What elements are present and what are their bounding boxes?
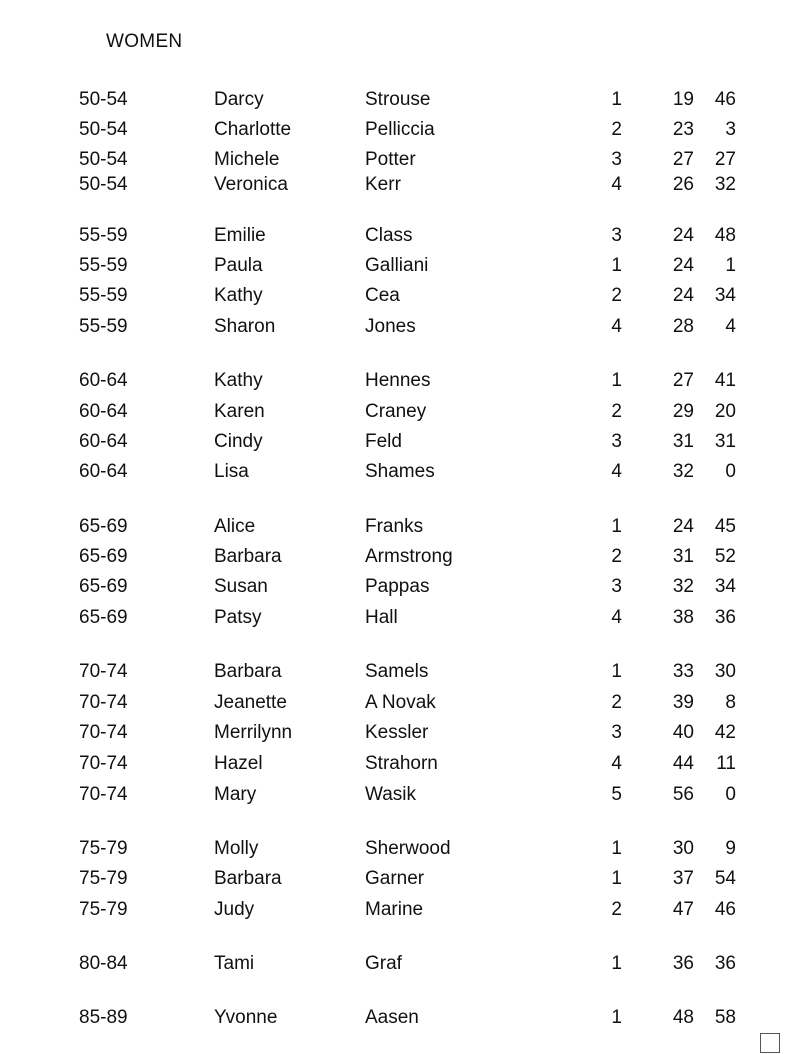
seconds-cell: 52 xyxy=(714,546,736,567)
seconds-cell: 0 xyxy=(725,784,736,805)
seconds-cell: 32 xyxy=(714,174,736,195)
result-row xyxy=(0,866,800,892)
place-cell: 2 xyxy=(611,401,622,422)
first-name-cell: Michele xyxy=(214,149,280,170)
place-cell: 3 xyxy=(611,722,622,743)
first-name-cell: Veronica xyxy=(214,174,288,195)
place-cell: 2 xyxy=(611,692,622,713)
minutes-cell: 40 xyxy=(672,722,694,743)
first-name-cell: Alice xyxy=(214,516,256,537)
seconds-cell: 45 xyxy=(714,516,736,537)
last-name-cell: Pelliccia xyxy=(365,119,435,140)
age-group-cell: 60-64 xyxy=(79,370,128,391)
first-name-cell: Yvonne xyxy=(214,1007,278,1028)
place-cell: 3 xyxy=(611,149,622,170)
seconds-cell: 36 xyxy=(714,953,736,974)
result-row xyxy=(0,314,800,340)
result-row xyxy=(0,605,800,631)
first-name-cell: Tami xyxy=(214,953,255,974)
seconds-cell: 48 xyxy=(714,225,736,246)
age-group-cell: 65-69 xyxy=(79,546,128,567)
first-name-cell: Jeanette xyxy=(214,692,287,713)
last-name-cell: Hennes xyxy=(365,370,431,391)
result-row xyxy=(0,897,800,923)
age-group-cell: 70-74 xyxy=(79,722,128,743)
seconds-cell: 34 xyxy=(714,576,736,597)
place-cell: 4 xyxy=(611,461,622,482)
place-cell: 1 xyxy=(611,370,622,391)
first-name-cell: Barbara xyxy=(214,661,282,682)
last-name-cell: Samels xyxy=(365,661,429,682)
minutes-cell: 32 xyxy=(672,576,694,597)
result-row xyxy=(0,147,800,173)
first-name-cell: Paula xyxy=(214,255,263,276)
result-row xyxy=(0,87,800,113)
first-name-cell: Susan xyxy=(214,576,268,597)
minutes-cell: 24 xyxy=(672,285,694,306)
age-group-cell: 75-79 xyxy=(79,838,128,859)
place-cell: 1 xyxy=(611,838,622,859)
minutes-cell: 31 xyxy=(672,431,694,452)
last-name-cell: Feld xyxy=(365,431,402,452)
place-cell: 4 xyxy=(611,316,622,337)
seconds-cell: 31 xyxy=(714,431,736,452)
place-cell: 1 xyxy=(611,516,622,537)
age-group-cell: 55-59 xyxy=(79,316,128,337)
result-row xyxy=(0,429,800,455)
first-name-cell: Barbara xyxy=(214,546,282,567)
seconds-cell: 36 xyxy=(714,607,736,628)
minutes-cell: 19 xyxy=(672,89,694,110)
seconds-cell: 58 xyxy=(714,1007,736,1028)
age-group-cell: 50-54 xyxy=(79,89,128,110)
age-group-cell: 65-69 xyxy=(79,516,128,537)
last-name-cell: Pappas xyxy=(365,576,430,597)
last-name-cell: Hall xyxy=(365,607,398,628)
result-row xyxy=(0,514,800,540)
seconds-cell: 46 xyxy=(714,899,736,920)
last-name-cell: Aasen xyxy=(365,1007,419,1028)
place-cell: 4 xyxy=(611,174,622,195)
last-name-cell: Kessler xyxy=(365,722,429,743)
age-group-cell: 80-84 xyxy=(79,953,128,974)
age-group-cell: 55-59 xyxy=(79,285,128,306)
age-group-cell: 70-74 xyxy=(79,661,128,682)
age-group-cell: 60-64 xyxy=(79,401,128,422)
last-name-cell: A Novak xyxy=(365,692,436,713)
first-name-cell: Darcy xyxy=(214,89,264,110)
result-row xyxy=(0,459,800,485)
result-row xyxy=(0,690,800,716)
minutes-cell: 27 xyxy=(672,370,694,391)
last-name-cell: Galliani xyxy=(365,255,429,276)
first-name-cell: Kathy xyxy=(214,285,263,306)
seconds-cell: 46 xyxy=(714,89,736,110)
seconds-cell: 1 xyxy=(725,255,736,276)
place-cell: 2 xyxy=(611,899,622,920)
last-name-cell: Graf xyxy=(365,953,402,974)
minutes-cell: 39 xyxy=(672,692,694,713)
first-name-cell: Karen xyxy=(214,401,265,422)
result-row xyxy=(0,117,800,143)
result-row xyxy=(0,253,800,279)
place-cell: 2 xyxy=(611,119,622,140)
seconds-cell: 34 xyxy=(714,285,736,306)
result-row xyxy=(0,720,800,746)
page-title: WOMEN xyxy=(106,31,183,52)
minutes-cell: 26 xyxy=(672,174,694,195)
place-cell: 4 xyxy=(611,607,622,628)
result-row xyxy=(0,951,800,977)
result-row xyxy=(0,399,800,425)
last-name-cell: Craney xyxy=(365,401,427,422)
age-group-cell: 50-54 xyxy=(79,119,128,140)
last-name-cell: Kerr xyxy=(365,174,401,195)
minutes-cell: 47 xyxy=(672,899,694,920)
last-name-cell: Shames xyxy=(365,461,435,482)
result-row xyxy=(0,836,800,862)
result-row xyxy=(0,172,800,198)
seconds-cell: 27 xyxy=(714,149,736,170)
first-name-cell: Kathy xyxy=(214,370,263,391)
result-row xyxy=(0,283,800,309)
age-group-cell: 75-79 xyxy=(79,868,128,889)
age-group-cell: 70-74 xyxy=(79,753,128,774)
first-name-cell: Lisa xyxy=(214,461,249,482)
last-name-cell: Strouse xyxy=(365,89,431,110)
first-name-cell: Cindy xyxy=(214,431,263,452)
last-name-cell: Potter xyxy=(365,149,416,170)
place-cell: 1 xyxy=(611,868,622,889)
last-name-cell: Wasik xyxy=(365,784,417,805)
result-row xyxy=(0,1005,800,1031)
last-name-cell: Franks xyxy=(365,516,424,537)
minutes-cell: 24 xyxy=(672,225,694,246)
first-name-cell: Sharon xyxy=(214,316,276,337)
minutes-cell: 24 xyxy=(672,516,694,537)
age-group-cell: 65-69 xyxy=(79,607,128,628)
last-name-cell: Class xyxy=(365,225,413,246)
seconds-cell: 30 xyxy=(714,661,736,682)
place-cell: 4 xyxy=(611,753,622,774)
minutes-cell: 44 xyxy=(672,753,694,774)
place-cell: 1 xyxy=(611,953,622,974)
minutes-cell: 29 xyxy=(672,401,694,422)
age-group-cell: 55-59 xyxy=(79,225,128,246)
last-name-cell: Jones xyxy=(365,316,416,337)
minutes-cell: 31 xyxy=(672,546,694,567)
age-group-cell: 60-64 xyxy=(79,431,128,452)
place-cell: 1 xyxy=(611,1007,622,1028)
seconds-cell: 8 xyxy=(725,692,736,713)
last-name-cell: Cea xyxy=(365,285,400,306)
first-name-cell: Merrilynn xyxy=(214,722,293,743)
age-group-cell: 85-89 xyxy=(79,1007,128,1028)
result-row xyxy=(0,574,800,600)
result-row xyxy=(0,544,800,570)
last-name-cell: Strahorn xyxy=(365,753,438,774)
minutes-cell: 48 xyxy=(672,1007,694,1028)
last-name-cell: Armstrong xyxy=(365,546,453,567)
first-name-cell: Mary xyxy=(214,784,257,805)
minutes-cell: 38 xyxy=(672,607,694,628)
place-cell: 3 xyxy=(611,431,622,452)
first-name-cell: Barbara xyxy=(214,868,282,889)
last-name-cell: Sherwood xyxy=(365,838,451,859)
first-name-cell: Judy xyxy=(214,899,255,920)
seconds-cell: 0 xyxy=(725,461,736,482)
age-group-cell: 50-54 xyxy=(79,149,128,170)
place-cell: 2 xyxy=(611,546,622,567)
minutes-cell: 56 xyxy=(672,784,694,805)
place-cell: 2 xyxy=(611,285,622,306)
place-cell: 5 xyxy=(611,784,622,805)
minutes-cell: 30 xyxy=(672,838,694,859)
seconds-cell: 42 xyxy=(714,722,736,743)
first-name-cell: Charlotte xyxy=(214,119,292,140)
age-group-cell: 50-54 xyxy=(79,174,128,195)
result-row xyxy=(0,751,800,777)
age-group-cell: 70-74 xyxy=(79,692,128,713)
result-row xyxy=(0,223,800,249)
last-name-cell: Marine xyxy=(365,899,424,920)
first-name-cell: Molly xyxy=(214,838,259,859)
place-cell: 3 xyxy=(611,225,622,246)
seconds-cell: 11 xyxy=(716,753,736,774)
minutes-cell: 23 xyxy=(672,119,694,140)
age-group-cell: 75-79 xyxy=(79,899,128,920)
first-name-cell: Patsy xyxy=(214,607,262,628)
place-cell: 3 xyxy=(611,576,622,597)
last-name-cell: Garner xyxy=(365,868,425,889)
first-name-cell: Emilie xyxy=(214,225,266,246)
minutes-cell: 36 xyxy=(672,953,694,974)
result-row xyxy=(0,659,800,685)
minutes-cell: 32 xyxy=(672,461,694,482)
seconds-cell: 20 xyxy=(714,401,736,422)
age-group-cell: 55-59 xyxy=(79,255,128,276)
seconds-cell: 9 xyxy=(725,838,736,859)
age-group-cell: 60-64 xyxy=(79,461,128,482)
minutes-cell: 28 xyxy=(672,316,694,337)
minutes-cell: 37 xyxy=(672,868,694,889)
seconds-cell: 3 xyxy=(725,119,736,140)
result-row xyxy=(0,368,800,394)
first-name-cell: Hazel xyxy=(214,753,263,774)
minutes-cell: 33 xyxy=(672,661,694,682)
seconds-cell: 54 xyxy=(714,868,736,889)
page-corner-box xyxy=(760,1033,780,1053)
result-row xyxy=(0,782,800,808)
age-group-cell: 65-69 xyxy=(79,576,128,597)
place-cell: 1 xyxy=(611,661,622,682)
minutes-cell: 27 xyxy=(672,149,694,170)
seconds-cell: 41 xyxy=(714,370,736,391)
age-group-cell: 70-74 xyxy=(79,784,128,805)
seconds-cell: 4 xyxy=(725,316,736,337)
place-cell: 1 xyxy=(611,89,622,110)
minutes-cell: 24 xyxy=(672,255,694,276)
place-cell: 1 xyxy=(611,255,622,276)
